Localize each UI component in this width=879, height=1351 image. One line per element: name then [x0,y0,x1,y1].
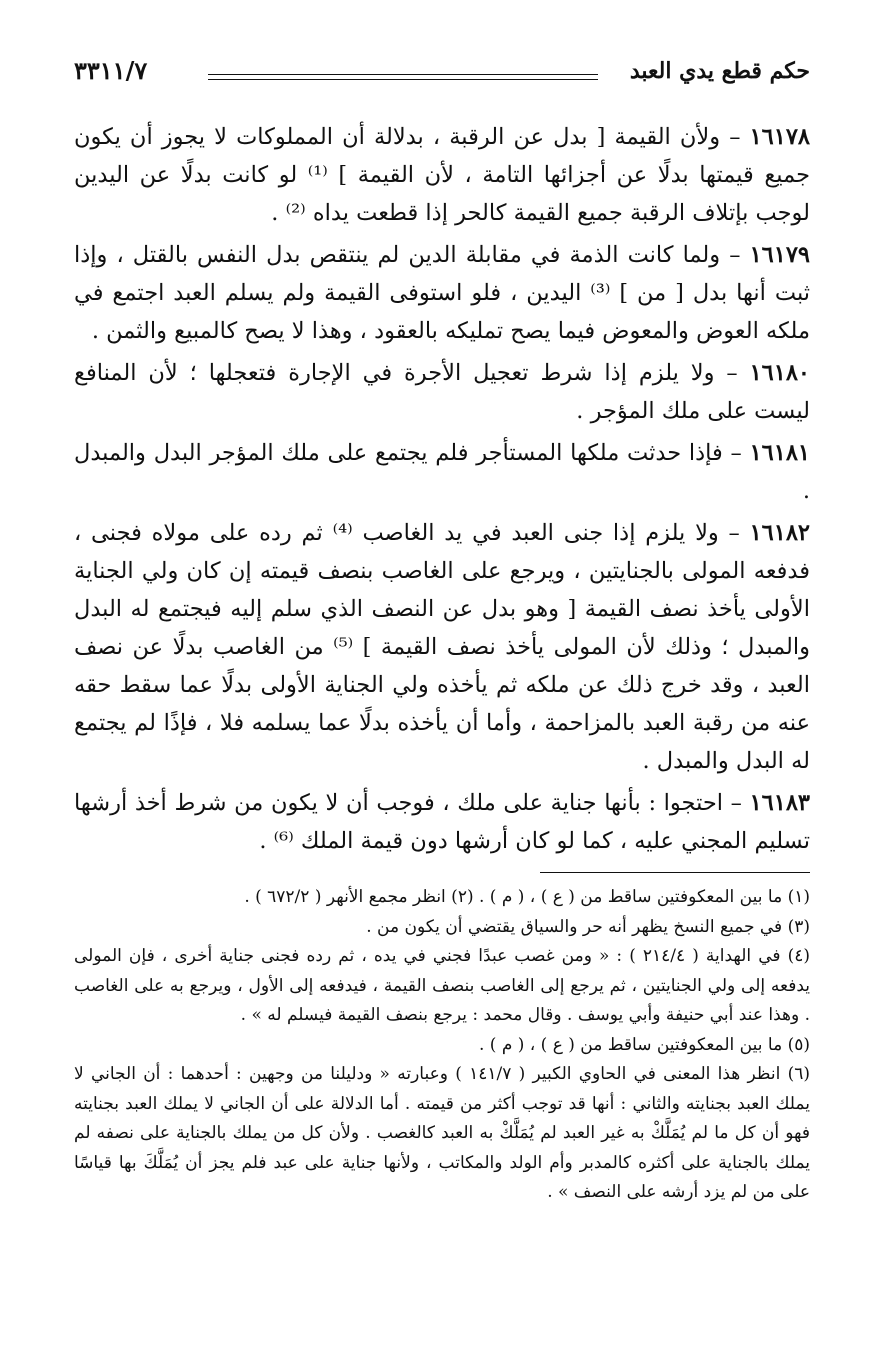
paragraph-number: ١٦١٧٨ [749,124,810,150]
paragraph-number: ١٦١٨١ [749,440,810,466]
paragraph [74,784,810,860]
paragraph [74,118,810,232]
footnotes [74,883,810,1208]
body-text [74,118,810,860]
footnote: (٤) في الهداية ( ٢١٤/٤ ) : « ومن غصب عبدًا فجني في يده ، ثم رده فجنى جناية أخرى ، فإن المولى يدفعه إلى ولي الجنايتين ، ثم يرجع إلى الغاصب بنصف القيمة ، فيدفعه إلى الأول ، ويرجع به على الغاصب . وهذا عند أبي حنيفة وأبي يوسف . وقال محمد : يرجع بنصف القيمة فيسلم له » . [74,946,810,1025]
paragraph-number: ١٦١٨٠ [749,360,810,386]
paragraph-number: ١٦١٨٣ [749,790,810,816]
footnote: (١) ما بين المعكوفتين ساقط من ( ع ) ، ( م ) . (٢) انظر مجمع الأنهر ( ٦٧٢/٢ ) . [244,887,810,907]
paragraph-text: – ولا يلزم إذا شرط تعجيل الأجرة في الإجارة فتعجلها ؛ لأن المنافع ليست على ملك المؤجر . [74,360,810,424]
paragraph [74,236,810,350]
paragraph-text: – فإذا حدثت ملكها المستأجر فلم يجتمع على ملك المؤجر البدل والمبدل . [74,440,810,504]
footnote-separator [540,872,810,873]
page-number: ٣٣١١/٧ [74,56,148,85]
footnote: (٦) انظر هذا المعنى في الحاوي الكبير ( ١٤١/٧ ) وعبارته « ودليلنا من وجهين : أحدهما : أن الجاني لا يملك العبد بجنايته والثاني : أنها قد توجب أكثر من قيمته . أما الدلالة على أن الجاني لا يملك العبد بجنايته فهو أن كل ما لم يُمَلَّكْ به غير العبد لم يُمَلَّكْ به العبد كالغصب . ولأن كل من يملك بالجناية على نصفه لم يملك بالجناية على أكثره كالمدبر وأم الولد والمكاتب ، ولأنها جناية على عبد فلم يجز أن يُمَلَّكَ بها قياسًا على من لم يزد أرشه على النصف » . [74,1064,810,1202]
page-header [74,52,810,96]
paragraph [74,434,810,510]
paragraph-text: – ولا يلزم إذا جنى العبد في يد الغاصب ⁽⁴⁾ ثم رده على مولاه فجنى ، فدفعه المولى بالجنايتين ، ويرجع على الغاصب بنصف قيمته إن كان ولي الجناية الأولى يأخذ نصف القيمة [ وهو بدل عن النصف الذي سلم إليه فيجتمع له البدل والمبدل ؛ وذلك لأن المولى يأخذ نصف القيمة ] ⁽⁵⁾ من الغاصب بدلًا عن نصف العبد ، وقد خرج ذلك عن ملكه ثم يأخذه ولي الجناية الأولى بدلًا عما سقط حقه عنه من رقبة العبد بالمزاحمة ، وأما أن يأخذه بدلًا عما يسلمه فلا ، فإذًا لم يجتمع له البدل والمبدل . [74,520,810,774]
paragraph [74,354,810,430]
paragraph [74,514,810,780]
document-page [74,52,810,1208]
footnote: (٣) في جميع النسخ يظهر أنه حر والسياق يقتضي أن يكون من . [366,916,810,937]
paragraph-text: – احتجوا : بأنها جناية على ملك ، فوجب أن لا يكون من شرط أخذ أرشها تسليم المجني عليه ، كما لو كان أرشها دون قيمة الملك ⁽⁶⁾ . [74,790,810,854]
footnote: (٥) ما بين المعكوفتين ساقط من ( ع ) ، ( م ) . [478,1034,810,1055]
header-rule [208,74,598,80]
running-title: حكم قطع يدي العبد [629,58,810,84]
paragraph-text: – ولأن القيمة [ بدل عن الرقبة ، بدلالة أن المملوكات لا يجوز أن يكون جميع قيمتها بدلًا عن أجزائها التامة ، لأن القيمة ] ⁽¹⁾ لو كانت بدلًا عن اليدين لوجب بإتلاف الرقبة جميع القيمة كالحر إذا قطعت يداه ⁽²⁾ . [74,124,810,226]
paragraph-number: ١٦١٨٢ [749,520,811,546]
paragraph-number: ١٦١٧٩ [749,242,810,268]
paragraph-text: – ولما كانت الذمة في مقابلة الدين لم ينتقص بدل النفس بالقتل ، وإذا ثبت أنها بدل [ من ] ⁽³⁾ اليدين ، فلو استوفى القيمة ولم يسلم العبد اجتمع في ملكه العوض والمعوض فيما يصح تمليكه بالعقود ، وهذا لا يصح كالمبيع والثمن . [74,242,810,344]
